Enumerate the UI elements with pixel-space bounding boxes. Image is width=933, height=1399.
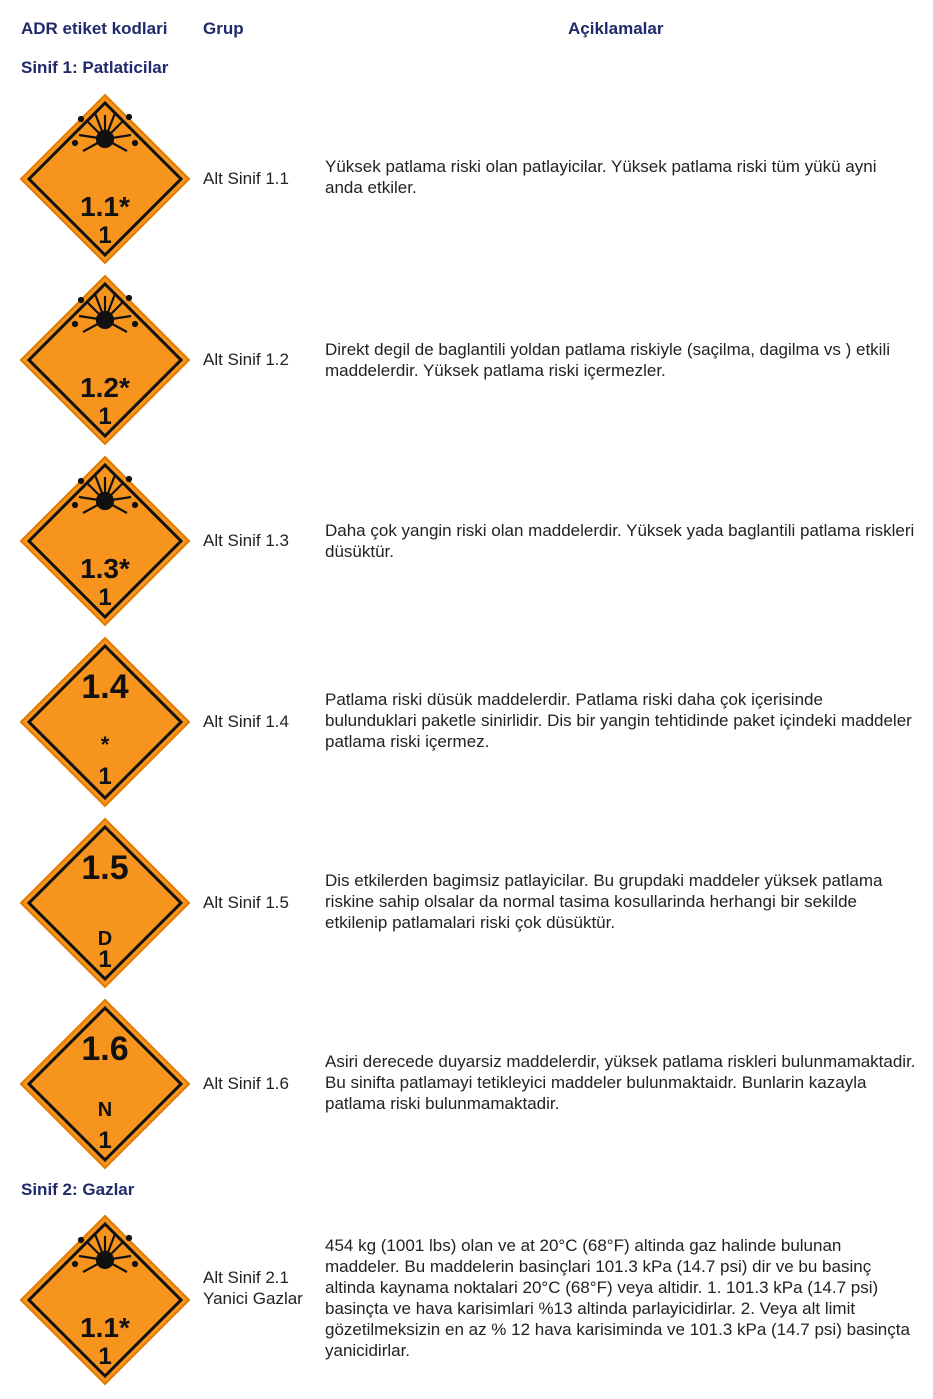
group-cell: Alt Sinif 1.5 (203, 893, 289, 912)
table-row (0, 633, 933, 809)
explosive-1-6-label (19, 998, 191, 1170)
class-number: 1 (98, 1343, 112, 1370)
group-cell: Alt Sinif 1.6 (203, 1074, 289, 1093)
class-number: 1 (98, 763, 112, 790)
table-row (0, 452, 933, 628)
division-number: 1.3* (80, 553, 130, 584)
description-cell: Daha çok yangin riski olan maddelerdir. Yüksek yada baglantili patlama riskleri düsüktür. (325, 521, 915, 561)
group-cell: Alt Sinif 1.2 (203, 350, 289, 369)
description-cell: Direkt degil de baglantili yoldan patlama riskiyle (saçilma, dagilma vs ) etkili maddelerdir. Yüksek patlama riski içermezler. (325, 340, 891, 380)
table-row (0, 995, 933, 1171)
class-number: 1 (98, 403, 112, 430)
header-group: Grup (203, 19, 244, 38)
table-row (0, 814, 933, 990)
description-cell: Yüksek patlama riski olan patlayicilar. Yüksek patlama riski tüm yükü ayni anda etkiler. (325, 157, 877, 197)
division-number: 1.5 (81, 849, 129, 887)
class-number: 1 (98, 584, 112, 611)
header-codes: ADR etiket kodlari (21, 19, 168, 38)
group-cell: Alt Sinif 1.3 (203, 531, 289, 550)
division-number: 1.1* (80, 191, 130, 222)
explosive-1-5-label (19, 817, 191, 989)
division-number: 1.6 (81, 1030, 129, 1068)
compatibility-group: * (100, 732, 110, 757)
class2-title: Sinif 2: Gazlar (21, 1180, 135, 1199)
explosive-1-4-label (19, 636, 191, 808)
explosive-1-1-label (19, 93, 191, 265)
group-cell: Alt Sinif 2.1 Yanici Gazlar (203, 1268, 303, 1308)
explosive-1-2-label (19, 274, 191, 446)
header-description: Açiklamalar (568, 19, 664, 38)
description-cell: Patlama riski düsük maddelerdir. Patlama riski daha çok içerisinde bulunduklari paketle sinirlidir. Dis bir yangin tehtidinde paket içindeki maddeler patlama riski içermez. (325, 690, 912, 751)
class1-title: Sinif 1: Patlaticilar (21, 58, 169, 77)
description-cell: Dis etkilerden bagimsiz patlayicilar. Bu grupdaki maddeler yüksek patlama riskine sahip olsalar da normal tasima kosullarinda herhangi bir sekilde etkilenip patlamalari riski çok düsüktür. (325, 871, 883, 932)
description-cell: 454 kg (1001 lbs) olan ve at 20°C (68°F) altinda gaz halinde bulunan maddeler. Bu maddelerin basinçlari 101.3 kPa (14.7 psi) dir ve bu basinç altinda kaynama noktalari 20°C (68°F) veya altidir. 1. 101.3 kPa (14.7 psi) basinçta ve hava karisimlari %13 altinda parlayicidirlar. 2. Veya alt limit gözetilmeksizin en az % 12 hava karisiminda ve 101.3 kPa (14.7 psi) basinçta yanicidirlar. (325, 1236, 910, 1360)
explosive-1-3-label (19, 455, 191, 627)
compatibility-group: N (97, 1099, 113, 1121)
group-cell: Alt Sinif 1.4 (203, 712, 289, 731)
class-number: 1 (98, 946, 112, 973)
division-number: 1.1* (80, 1312, 130, 1343)
table-row (0, 1211, 933, 1391)
class-number: 1 (98, 222, 112, 249)
division-number: 1.4 (81, 668, 129, 706)
table-row (0, 271, 933, 447)
description-cell: Asiri derecede duyarsiz maddelerdir, yüksek patlama riskleri bulunmamaktadir. Bu sinifta patlamayi tetikleyici maddeler bulunmaktaidr. Bunlarin kazayla patlama riski bulunmamaktadir. (325, 1052, 916, 1113)
flammable-gas-2-1-label (19, 1214, 191, 1386)
class-number: 1 (98, 1127, 112, 1154)
division-number: 1.2* (80, 372, 130, 403)
table-row (0, 90, 933, 266)
group-cell: Alt Sinif 1.1 (203, 169, 289, 188)
compatibility-group: D (97, 928, 113, 950)
